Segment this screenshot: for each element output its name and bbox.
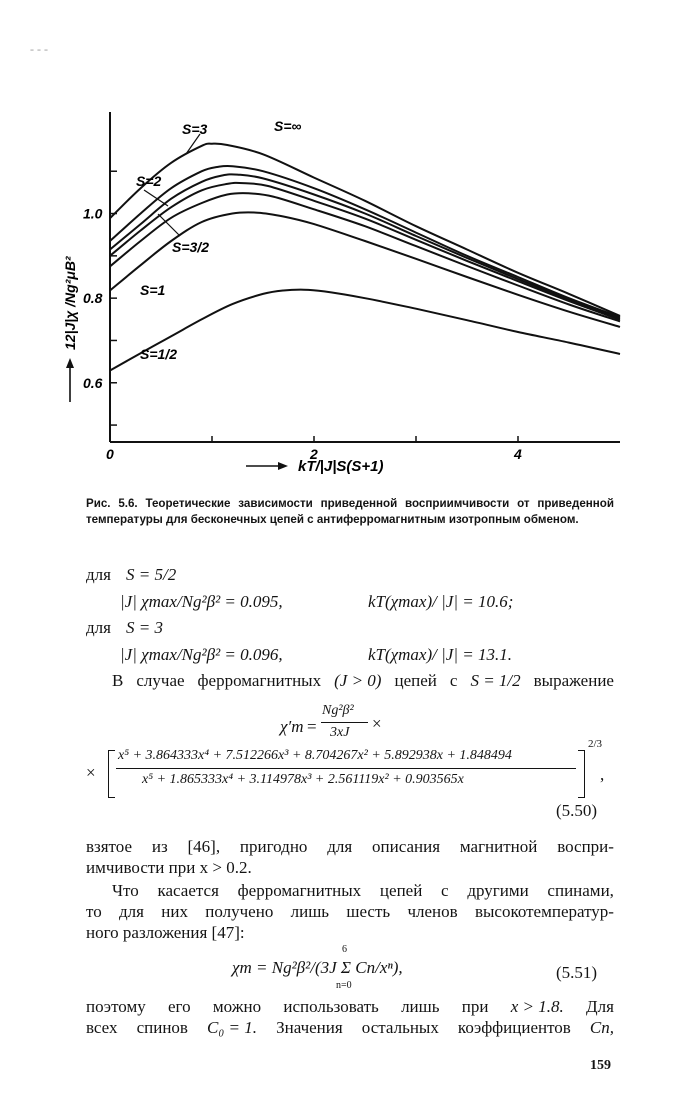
- x-axis-label: kT/|J|S(S+1): [298, 458, 384, 475]
- y-axis-label: 12|J|χ /Ng²μB²: [62, 256, 78, 350]
- word: магнитной: [459, 837, 538, 856]
- big-fraction-numerator: x⁵ + 3.864333x⁴ + 7.512266x³ + 8.704267x² + 5.892938x + 1.848494: [118, 748, 512, 763]
- word: ферромагнитных: [237, 881, 362, 900]
- big-fraction-denominator: x⁵ + 1.865333x⁴ + 3.114978x³ + 2.561119x² + 0.903565x: [142, 772, 464, 787]
- word: можно: [212, 997, 262, 1016]
- sum-upper-limit: 6: [342, 944, 347, 955]
- word: Что: [112, 881, 139, 900]
- word: выражение: [533, 671, 614, 690]
- word: x > 1.8.: [510, 997, 564, 1016]
- series-line-s1: [110, 212, 620, 327]
- y-tick-label: 0.6: [83, 374, 103, 391]
- formula-kt-2: kT(χmax)/ |J| = 13.1.: [368, 645, 512, 664]
- word: (J > 0): [334, 671, 382, 690]
- ferro-paragraph-line: [112, 670, 614, 692]
- word: них: [161, 902, 188, 921]
- paragraph-2-line-2: [86, 901, 614, 923]
- eq-fraction-top: Ng²β²: [322, 703, 354, 718]
- formula-chi-max-1: |J| χmax/Ng²β² = 0.095,: [120, 592, 283, 611]
- word: S = 1/2: [470, 671, 521, 690]
- x-tick-label: 0: [106, 446, 114, 462]
- paragraph-2-line-3: ного разложения [47]:: [86, 923, 245, 942]
- word: для: [119, 902, 144, 921]
- formula-kt-1: kT(χmax)/ |J| = 10.6;: [368, 592, 514, 611]
- dlya-label-2: для: [86, 618, 111, 637]
- spin-value-5-2: S = 5/2: [126, 565, 177, 584]
- label-s12: S=1/2: [140, 346, 177, 362]
- paragraph-3-line-2: [86, 1017, 614, 1039]
- series-group: [110, 144, 620, 371]
- eq-equals: =: [307, 717, 317, 736]
- equation-number-5-50: (5.50): [556, 801, 598, 820]
- big-fraction-bar: [116, 768, 576, 769]
- spin-value-3: S = 3: [126, 618, 163, 637]
- y-arrow-head: [66, 358, 74, 368]
- word: Cn,: [589, 1018, 614, 1037]
- word: Значения: [276, 1018, 343, 1037]
- y-axis-label-group: [62, 256, 78, 402]
- page-number: 159: [590, 1058, 611, 1073]
- word: взятое: [86, 837, 133, 856]
- word: воспри-: [557, 837, 614, 856]
- sum-lower-limit: n=0: [336, 980, 352, 991]
- right-bracket: [578, 750, 585, 798]
- paragraph-3-line-1: [86, 996, 614, 1018]
- axis-ticks: [83, 171, 522, 462]
- word: ферромагнитных: [197, 671, 322, 690]
- figure-caption: Рис. 5.6. Теоретические зависимости приведенной восприимчивости от приведенной температуры для бесконечных цепей с антиферромагнитным изотропным обменом.: [86, 497, 614, 526]
- formula-chi-max-2: |J| χmax/Ng²β² = 0.096,: [120, 645, 283, 664]
- big-times: ×: [86, 763, 96, 782]
- word: лишь: [401, 997, 440, 1016]
- word: спинов: [136, 1018, 188, 1037]
- word: поэтому: [86, 997, 146, 1016]
- word: с: [449, 671, 458, 690]
- word: членов: [407, 902, 458, 921]
- word: лишь: [290, 902, 330, 921]
- word: цепей: [394, 671, 437, 690]
- chart-frame: [110, 112, 620, 442]
- equation-5-51: χm = Ng²β²/(3J Σ Cn/xⁿ),: [232, 958, 403, 977]
- word: пригодно: [239, 837, 308, 856]
- paragraph-1-line-2: имчивости при x > 0.2.: [86, 858, 252, 877]
- label-s1: S=1: [140, 282, 166, 298]
- susceptibility-chart: [0, 0, 688, 500]
- paragraph-2-line-1: [112, 880, 614, 902]
- word: для: [327, 837, 353, 856]
- word: C₀ = 1.: [207, 1018, 258, 1037]
- eq-times: ×: [372, 714, 382, 733]
- equation-number-5-51: (5.51): [556, 963, 598, 982]
- eq-fraction-bottom: 3xJ: [330, 725, 350, 740]
- label-s32: S=3/2: [172, 239, 209, 255]
- label-s-inf: S=∞: [274, 118, 302, 134]
- annotation-group: [136, 118, 302, 362]
- word: остальных: [361, 1018, 439, 1037]
- corner-mark: - - -: [30, 42, 48, 56]
- word: другими: [467, 881, 529, 900]
- word: касается: [157, 881, 219, 900]
- left-bracket: [108, 750, 115, 798]
- word: шесть: [346, 902, 391, 921]
- series-line-s12: [110, 290, 620, 371]
- word: при: [461, 997, 489, 1016]
- word: с: [441, 881, 449, 900]
- word: из: [151, 837, 168, 856]
- y-tick-label: 0.8: [83, 290, 103, 307]
- word: то: [86, 902, 102, 921]
- word: [46],: [187, 837, 221, 856]
- word: Для: [586, 997, 614, 1016]
- dlya-label-1: для: [86, 565, 111, 584]
- word: использовать: [283, 997, 379, 1016]
- word: высокотемператур-: [474, 902, 614, 921]
- word: получено: [205, 902, 274, 921]
- series-line-s32: [110, 193, 620, 321]
- word: его: [168, 997, 191, 1016]
- x-tick-label: 4: [514, 446, 522, 462]
- word: случае: [136, 671, 185, 690]
- y-tick-label: 1.0: [83, 205, 103, 222]
- word: описания: [372, 837, 441, 856]
- word: всех: [86, 1018, 118, 1037]
- eq-fraction-bar: [321, 722, 368, 723]
- label-s3: S=3: [182, 121, 208, 137]
- label-s2: S=2: [136, 173, 162, 189]
- eq-comma: ,: [600, 765, 605, 784]
- x-tick-label: 2: [310, 446, 318, 462]
- word: В: [112, 671, 124, 690]
- paragraph-1-line-1: [86, 836, 614, 858]
- x-axis-label-group: [246, 458, 384, 475]
- word: спинами,: [547, 881, 614, 900]
- chi-m-prime: χ′m: [280, 717, 304, 736]
- word: коэффициентов: [457, 1018, 571, 1037]
- word: цепей: [379, 881, 423, 900]
- x-arrow-head: [278, 462, 288, 470]
- exponent-two-thirds: 2/3: [588, 738, 603, 750]
